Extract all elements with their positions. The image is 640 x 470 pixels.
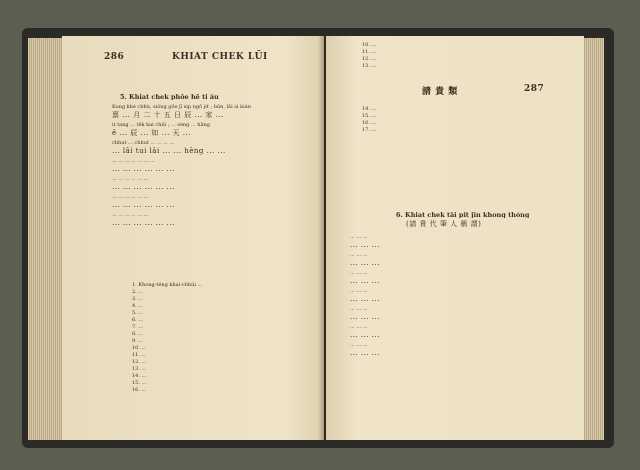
page-edges-right bbox=[582, 38, 604, 440]
body-line: ... ... ... ... ... ... bbox=[112, 219, 175, 227]
body-line: ... ... ... bbox=[350, 234, 368, 240]
note-line: 2. ... bbox=[132, 289, 144, 295]
body-line: it tang ... tēk kai chiū ; ... sèng ... hāng bbox=[112, 122, 210, 128]
note-line: 16. ... bbox=[132, 387, 147, 393]
note-line: 16. ... bbox=[362, 120, 377, 126]
right-running-head: 請 貴 類 bbox=[422, 87, 458, 97]
note-line: 3. ... bbox=[132, 296, 144, 302]
right-section-title: 6. Khiat chek tāi pit jīn khong thóng bbox=[396, 212, 530, 218]
note-line: 11. ... bbox=[132, 352, 147, 358]
body-line: ... ... ... bbox=[350, 349, 380, 357]
note-line: 10. ... bbox=[132, 345, 147, 351]
note-line: 12. ... bbox=[132, 359, 147, 365]
body-line: ... ... ... bbox=[350, 313, 380, 321]
body-line: ... ... ... bbox=[350, 295, 380, 303]
body-line: ... ... ... bbox=[350, 241, 380, 249]
note-line: 11. ... bbox=[362, 49, 377, 55]
note-line: 13. ... bbox=[132, 366, 147, 372]
body-line: ... ... ... ... ... ... bbox=[112, 183, 175, 191]
body-line: ... ... ... bbox=[350, 342, 368, 348]
right-page bbox=[326, 36, 584, 440]
body-line: chhut ... chhut ... ... ... ... bbox=[112, 140, 175, 146]
note-line: 13. ... bbox=[362, 63, 377, 69]
body-line: ... ... ... bbox=[350, 306, 368, 312]
left-page-number: 286 bbox=[104, 52, 125, 62]
body-line: ... ... ... ... ... ... bbox=[112, 201, 175, 209]
body-line: ... ... ... bbox=[350, 331, 380, 339]
note-line: 9. ... bbox=[132, 338, 144, 344]
body-line: ... ... ... ... ... ... bbox=[112, 212, 149, 218]
note-line: 15. ... bbox=[132, 380, 147, 386]
note-line: 7. ... bbox=[132, 324, 144, 330]
note-line: 4. ... bbox=[132, 303, 144, 309]
note-line: 10. ... bbox=[362, 42, 377, 48]
body-line: ... ... ... ... ... ... ... bbox=[112, 158, 155, 164]
body-line: ... ... ... bbox=[350, 324, 368, 330]
left-running-head: KHIAT CHEK LŪI bbox=[172, 52, 268, 62]
note-line: 5. ... bbox=[132, 310, 144, 316]
note-line: 12. ... bbox=[362, 56, 377, 62]
body-line: ... ... ... bbox=[350, 288, 368, 294]
body-line: 禀 ... 月 二 十 五 日 辰 ... 家 ... bbox=[112, 111, 224, 119]
left-section-title: 5. Khiat chek phōe hē ti âu bbox=[120, 94, 219, 100]
body-line: ... ... ... ... ... ... bbox=[112, 194, 149, 200]
note-line: 1. Khong-téng khai-chhùi ... bbox=[132, 282, 203, 288]
body-line: ... ... ... bbox=[350, 270, 368, 276]
body-line: ... ... ... bbox=[350, 277, 380, 285]
note-line: 14. ... bbox=[132, 373, 147, 379]
note-line: 17. ... bbox=[362, 127, 377, 133]
note-line: 14. ... bbox=[362, 106, 377, 112]
note-line: 15. ... bbox=[362, 113, 377, 119]
body-line: ... ... ... bbox=[350, 252, 368, 258]
body-line: ... ... ... ... ... ... bbox=[112, 165, 175, 173]
body-line: Kong khé chhù, sióng gōe jī sip ngō jit ; bûn, lâi sì kián bbox=[112, 104, 251, 110]
right-page-number: 287 bbox=[524, 84, 545, 94]
note-line: 6. ... bbox=[132, 317, 144, 323]
note-line: 8. ... bbox=[132, 331, 144, 337]
body-line: ... ... ... bbox=[350, 259, 380, 267]
left-page bbox=[62, 36, 324, 440]
body-line: ... lâi tui lâi ... ... hêng ... ... bbox=[112, 147, 226, 155]
body-line: ê ... 辰 ... 如 ... 天 ... bbox=[112, 129, 191, 137]
body-line: ... ... ... ... ... ... bbox=[112, 176, 149, 182]
right-section-title-cn: (請 貴 代 筆 人 稱 謂) bbox=[406, 220, 482, 228]
